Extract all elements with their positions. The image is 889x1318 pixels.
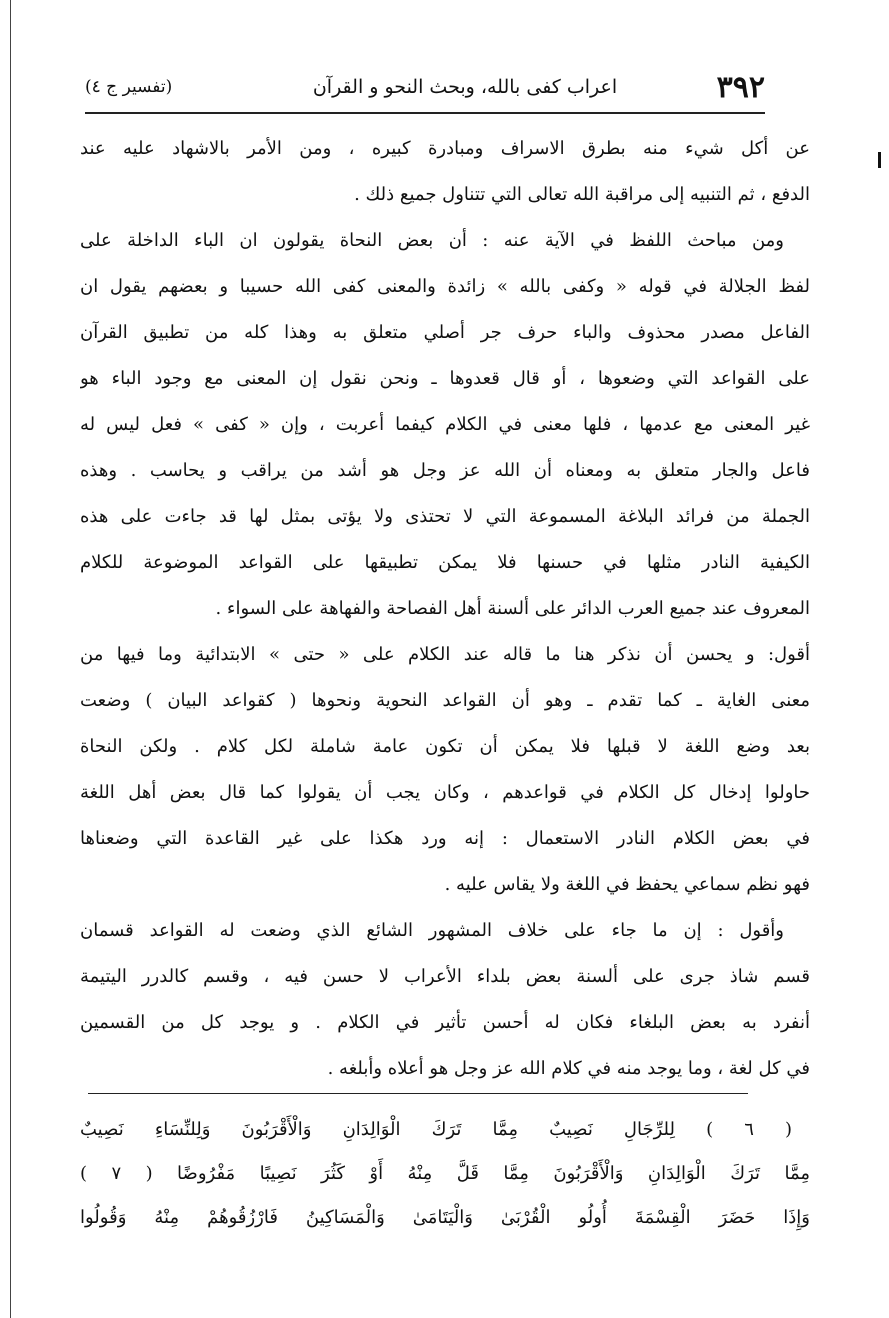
text-line: الفاعل مصدر محذوف والباء حرف جر أصلي متعلق به وهذا كله من تطبيق القرآن <box>80 322 810 343</box>
text-line: الكيفية النادر مثلها في حسنها فلا يمكن تطبيقها على القواعد الموضوعة للكلام <box>80 552 810 573</box>
text-line: في بعض الكلام النادر الاستعمال : إنه ورد هكذا على غير القاعدة التي وضعناها <box>80 828 810 849</box>
verse-line: مِمَّا تَرَكَ الْوَالِدَانِ وَالْأَقْرَبُونَ مِمَّا قَلَّ مِنْهُ أَوْ كَثُرَ نَصِيبًا مَفْرُوضًا ( ٧ ) <box>80 1163 810 1184</box>
text-line: عن أكل شيء منه بطرق الاسراف ومبادرة كبيره ، ومن الأمر بالاشهاد عليه عند <box>80 138 810 159</box>
text-line: بعد وضع اللغة لا قبلها فلا يمكن أن تكون عامة شاملة لكل كلام . ولكن النحاة <box>80 736 810 757</box>
verse-line: وَإِذَا حَضَرَ الْقِسْمَةَ أُولُو الْقُرْبَىٰ وَالْيَتَامَىٰ وَالْمَسَاكِينُ فَارْزُقُوهُمْ مِنْهُ وَقُولُوا <box>80 1207 810 1228</box>
text-line: قسم شاذ جرى على ألسنة بعض بلداء الأعراب لا حسن فيه ، وقسم كالدرر اليتيمة <box>80 966 810 987</box>
text-line: في كل لغة ، وما يوجد منه في كلام الله عز وجل هو أعلاه وأبلغه . <box>327 1058 810 1079</box>
text-line: أنفرد به بعض البلغاء فكان له أحسن تأثير في الكلام . و يوجد كل من القسمين <box>80 1012 810 1033</box>
text-line: لفظ الجلالة في قوله « وكفى بالله » زائدة والمعنى كفى الله حسيبا و بعضهم يقول ان <box>80 276 810 297</box>
footnote-divider <box>88 1093 748 1094</box>
text-line: أقول: و يحسن أن نذكر هنا ما قاله عند الكلام على « حتى » الابتدائية وما فيها من <box>80 644 810 665</box>
text-line: حاولوا إدخال كل الكلام في قواعدهم ، وكان يجب أن يقولوا كما قال بعض أهل اللغة <box>80 782 810 803</box>
text-line: وأقول : إن ما جاء على خلاف المشهور الشائع الذي وضعت له القواعد قسمان <box>80 920 784 941</box>
margin-mark <box>878 152 881 168</box>
text-line: المعروف عند جميع العرب الدائر على ألسنة أهل الفصاحة والفهاهة على السواء . <box>215 598 810 619</box>
text-line: فهو نظم سماعي يحفظ في اللغة ولا يقاس عليه . <box>444 874 810 895</box>
text-line: فاعل والجار متعلق به ومعناه أن الله عز وجل هو أشد من يراقب و يحاسب . وهذه <box>80 460 810 481</box>
running-section: (تفسير ج ٤) <box>85 77 173 97</box>
text-line: غير المعنى مع عدمها ، فلها معنى في الكلام كيفما أعربت ، وإن « كفى » فعل ليس له <box>80 414 810 435</box>
text-line: على القواعد التي وضعوها ، أو قال قعدوها ـ ونحن نقول إن المعنى مع وجود الباء هو <box>80 368 810 389</box>
page-edge-line <box>10 0 11 1318</box>
page-header <box>85 62 765 114</box>
running-title: اعراب كفى بالله، وبحث النحو و القرآن <box>312 76 618 98</box>
page-number: ٣٩٢ <box>716 69 765 105</box>
text-line: الدفع ، ثم التنبيه إلى مراقبة الله تعالى التي تتناول جميع ذلك . <box>354 184 810 205</box>
verse-line: ( ٦ ) لِلرِّجَالِ نَصِيبٌ مِمَّا تَرَكَ الْوَالِدَانِ وَالْأَقْرَبُونَ وَلِلنِّسَاءِ نَصِيبٌ <box>80 1119 792 1140</box>
text-line: ومن مباحث اللفظ في الآية عنه : أن بعض النحاة يقولون ان الباء الداخلة على <box>80 230 784 251</box>
text-line: معنى الغاية ـ كما تقدم ـ وهو أن القواعد النحوية ونحوها ( كقواعد البيان ) وضعت <box>80 690 810 711</box>
text-line: الجملة من فرائد البلاغة المسموعة التي لا تحتذى ولا يؤتى بمثل لها قد جاءت على هذه <box>80 506 810 527</box>
main-text <box>80 126 810 1092</box>
footnote-verses <box>80 1108 810 1240</box>
